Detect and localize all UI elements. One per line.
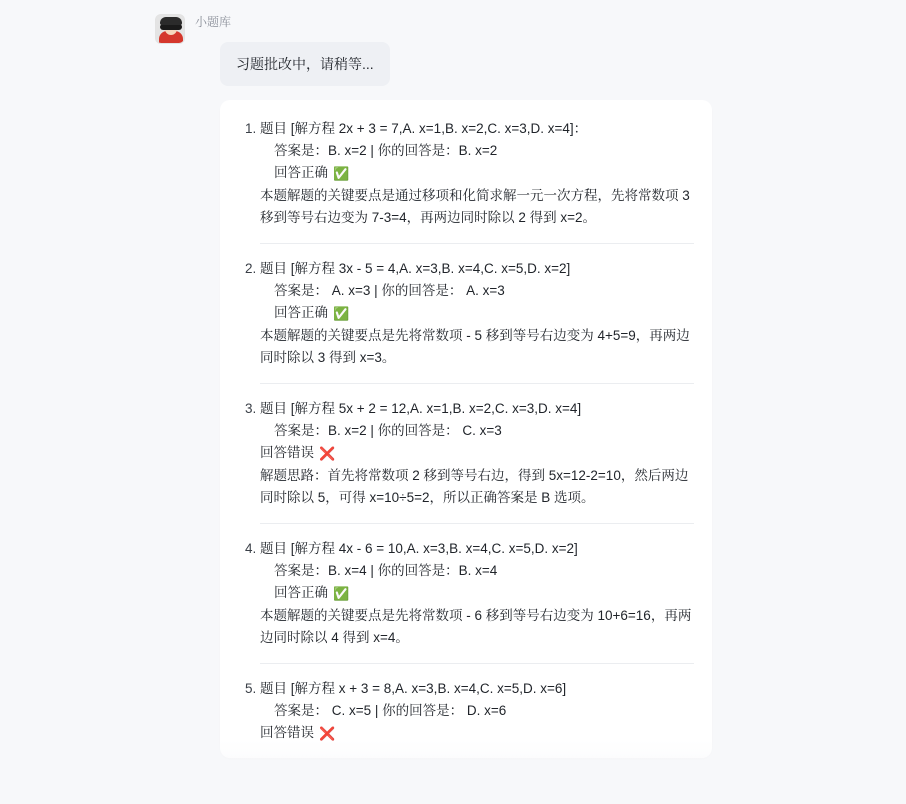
explanation: 解题思路：首先将常数项 2 移到等号右边，得到 5x=12-2=10，然后两边同时除以 5，可得 x=10÷5=2，所以正确答案是 B 选项。 xyxy=(260,468,689,505)
result-text: 回答正确 xyxy=(274,585,328,600)
message-header xyxy=(0,0,906,44)
explanation: 本题解题的关键要点是先将常数项 - 5 移到等号右边变为 4+5=9，再两边同时除以 3 得到 x=3。 xyxy=(260,328,690,365)
result-row xyxy=(260,442,694,464)
question-title: 4. 题目 [解方程 4x - 6 = 10,A. x=3,B. x=4,C. x=5,D. x=2] xyxy=(260,541,578,556)
list-item xyxy=(260,104,694,244)
results-list xyxy=(220,104,712,758)
results-card xyxy=(220,100,712,758)
status-bubble-wrap xyxy=(0,42,906,86)
result-text: 回答错误 xyxy=(260,445,314,460)
result-text: 回答正确 xyxy=(274,165,328,180)
cartoon-avatar-icon xyxy=(155,14,185,44)
question-title: 3. 题目 [解方程 5x + 2 = 12,A. x=1,B. x=2,C. x=3,D. x=4] xyxy=(260,401,582,416)
question-title: 1. 题目 [解方程 2x + 3 = 7,A. x=1,B. x=2,C. x=3,D. x=4]： xyxy=(260,121,588,136)
answer-line: 答案是： C. x=5 | 你的回答是： D. x=6 xyxy=(274,703,507,718)
answer-line: 答案是：B. x=4 | 你的回答是：B. x=4 xyxy=(274,563,498,578)
status-bubble: 习题批改中，请稍等... xyxy=(220,42,390,86)
result-row xyxy=(260,162,694,184)
check-mark-icon: ✅ xyxy=(333,585,350,601)
explanation: 本题解题的关键要点是通过移项和化简求解一元一次方程，先将常数项 3 移到等号右边变为 7-3=4，再两边同时除以 2 得到 x=2。 xyxy=(260,188,690,225)
answer-line: 答案是： A. x=3 | 你的回答是： A. x=3 xyxy=(274,283,505,298)
result-row xyxy=(260,722,694,744)
list-item xyxy=(260,664,694,758)
result-row xyxy=(260,582,694,604)
check-mark-icon: ✅ xyxy=(333,305,350,321)
avatar-hat xyxy=(160,17,182,25)
question-title: 2. 题目 [解方程 3x - 5 = 4,A. x=3,B. x=4,C. x=5,D. x=2] xyxy=(260,261,571,276)
explanation: 本题解题的关键要点是先将常数项 - 6 移到等号右边变为 10+6=16，再两边同时除以 4 得到 x=4。 xyxy=(260,608,692,645)
answer-line: 答案是：B. x=2 | 你的回答是：B. x=2 xyxy=(274,143,498,158)
result-row xyxy=(260,302,694,324)
question-title: 5. 题目 [解方程 x + 3 = 8,A. x=3,B. x=4,C. x=5,D. x=6] xyxy=(260,681,567,696)
cross-mark-icon: ❌ xyxy=(319,445,336,461)
list-item xyxy=(260,524,694,664)
result-text: 回答正确 xyxy=(274,305,328,320)
list-item xyxy=(260,244,694,384)
result-text: 回答错误 xyxy=(260,725,314,740)
list-item xyxy=(260,384,694,524)
answer-line: 答案是：B. x=2 | 你的回答是： C. x=3 xyxy=(274,423,502,438)
cross-mark-icon: ❌ xyxy=(319,725,336,741)
sender-name: 小题库 xyxy=(195,15,232,29)
check-mark-icon: ✅ xyxy=(333,165,350,181)
